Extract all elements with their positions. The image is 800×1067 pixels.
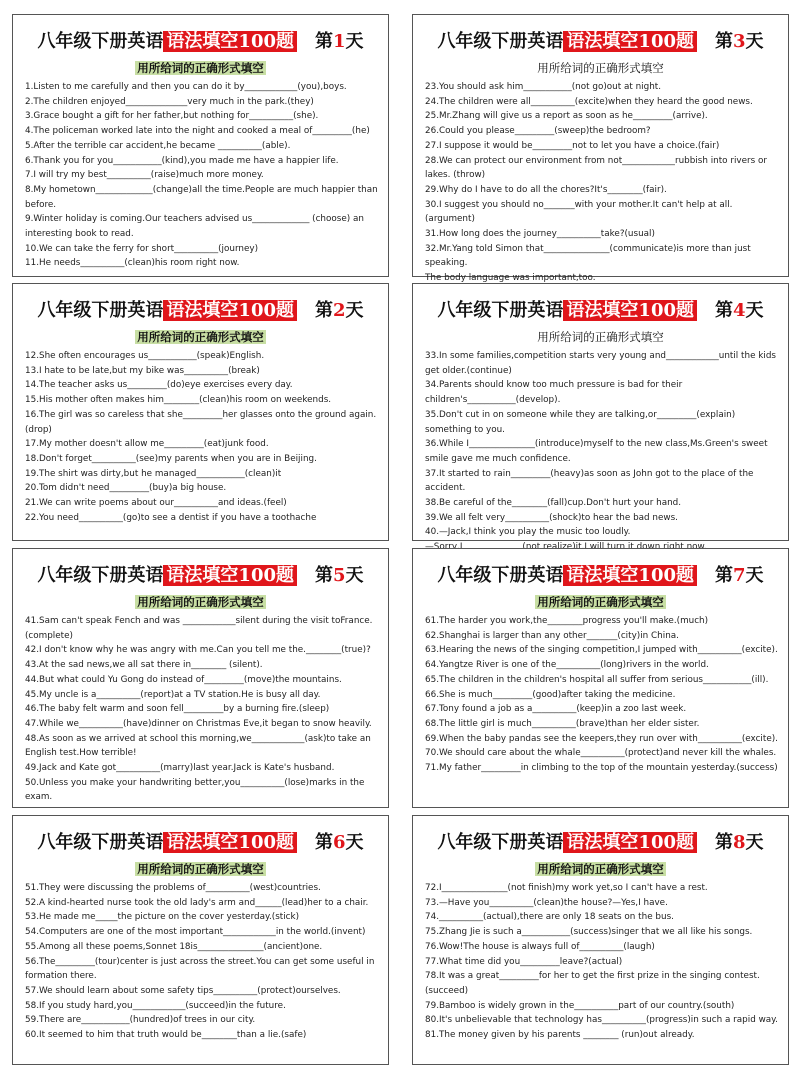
- title-prefix: 八年级下册英语: [437, 565, 564, 586]
- question-item: 24.The children were all__________(excite)when they heard the good news.: [425, 96, 753, 107]
- question-item: 12.She often encourages us___________(speak)English.: [25, 351, 265, 361]
- question-item: 56.The_________(tour)center is just across the street.You can get some useful in formation there.: [25, 956, 375, 982]
- day-suffix: 天: [745, 300, 764, 321]
- question-item: 48.As soon as we arrived at school this morning,we____________(ask)to take an English test.How terrible!: [25, 733, 371, 759]
- instructions: [413, 60, 788, 76]
- instructions-text: 用所给词的正确形式填空: [537, 595, 664, 609]
- question-item: 14.The teacher asks us_________(do)eye exercises every day.: [25, 380, 293, 391]
- question-item: 16.The girl was so careless that she_________her glasses onto the ground again.(drop): [25, 409, 377, 435]
- question-item: 21.We can write poems about our__________and ideas.(feel): [25, 498, 287, 509]
- question-item: 22.You need__________(go)to see a dentist if you have a toothache: [25, 512, 317, 523]
- question-item: 13.I hate to be late,but my bike was__________(break): [25, 365, 260, 376]
- card-title: [413, 830, 788, 856]
- worksheet-card-day-6: [12, 815, 389, 1065]
- worksheet-card-day-7: [412, 548, 789, 808]
- title-prefix: 八年级下册英语: [437, 31, 564, 52]
- question-item: 47.While we__________(have)dinner on Christmas Eve,it began to snow heavily.: [25, 718, 372, 729]
- question-item: 60.It seemed to him that truth would be________than a lie.(safe): [25, 1030, 307, 1041]
- day-number: 8: [733, 832, 746, 853]
- card-title: [413, 298, 788, 324]
- worksheet-card-day-2: [12, 283, 389, 541]
- day-prefix: 第: [315, 31, 334, 52]
- title-highlight: 语法填空100题: [563, 565, 697, 586]
- question-item: 41.Sam can't speak Fench and was ____________silent during the visit toFrance.(complete): [25, 616, 373, 641]
- question-item: 1.Listen to me carefully and then you can do it by____________(you),boys.: [25, 82, 347, 92]
- day-number: 5: [333, 565, 346, 586]
- question-item: 33.In some families,competition starts very young and____________until the kids get older.(continue): [425, 351, 776, 376]
- question-item: The body language was important,too.: [425, 273, 596, 284]
- question-item: 10.We can take the ferry for short__________(journey): [25, 243, 259, 254]
- question-item: 69.When the baby pandas see the keepers,they run over with__________(excite).: [425, 733, 778, 744]
- instructions: [413, 594, 788, 610]
- title-prefix: 八年级下册英语: [37, 565, 164, 586]
- day-suffix: 天: [745, 31, 764, 52]
- title-prefix: 八年级下册英语: [437, 832, 564, 853]
- question-item: 20.Tom didn't need_________(buy)a big house.: [25, 483, 227, 494]
- question-list: [25, 349, 378, 525]
- day-prefix: 第: [315, 300, 334, 321]
- question-item: 73.—Have you__________(clean)the house?—Yes,I have.: [425, 897, 668, 908]
- instructions-text: 用所给词的正确形式填空: [537, 862, 664, 876]
- question-item: 45.My uncle is a__________(report)at a TV station.He is busy all day.: [25, 689, 321, 700]
- question-item: 78.It was a great_________for her to get the first prize in the singing contest.(succeed): [425, 971, 760, 996]
- question-item: 3.Grace bought a gift for her father,but nothing for__________(she).: [25, 111, 319, 122]
- question-item: 28.We can protect our environment from not____________rubbish into rivers or lakes. (throw): [425, 155, 768, 181]
- question-item: 76.Wow!The house is always full of__________(laugh): [425, 941, 655, 952]
- day-suffix: 天: [345, 832, 364, 853]
- question-item: 27.I suppose it would be_________not to let you have a choice.(fair): [425, 140, 720, 151]
- question-item: 34.Parents should know too much pressure is bad for their children's___________(develop).: [425, 380, 683, 406]
- question-item: 31.How long does the journey__________take?(usual): [425, 229, 655, 240]
- question-item: 67.Tony found a job as a__________(keep)in a zoo last week.: [425, 704, 687, 715]
- question-item: 55.Among all these poems,Sonnet 18is_______________(ancient)one.: [25, 941, 323, 952]
- question-item: 43.At the sad news,we all sat there in________ (silent).: [25, 660, 263, 671]
- question-item: 30.I suggest you should no_______with your mother.It can't help at all. (argument): [425, 199, 733, 225]
- card-title: [13, 29, 388, 55]
- day-number: 7: [733, 565, 746, 586]
- question-item: 57.We should learn about some safety tips__________(protect)ourselves.: [25, 985, 341, 996]
- question-list: [425, 80, 778, 286]
- question-item: 25.Mr.Zhang will give us a report as soon as he_________(arrive).: [425, 111, 708, 122]
- question-item: 38.Be careful of the________(fall)cup.Don't hurt your hand.: [425, 498, 682, 509]
- question-item: 18.Don't forget__________(see)my parents when you are in Beijing.: [25, 453, 317, 464]
- question-item: 17.My mother doesn't allow me_________(eat)junk food.: [25, 439, 269, 450]
- instructions: [13, 594, 388, 610]
- question-item: 70.We should care about the whale__________(protect)and never kill the whales.: [425, 748, 777, 759]
- question-item: 75.Zhang Jie is such a___________(success)singer that we all like his songs.: [425, 927, 753, 938]
- day-suffix: 天: [345, 31, 364, 52]
- instructions-text: 用所给词的正确形式填空: [137, 330, 264, 344]
- instructions: [13, 329, 388, 345]
- question-item: 66.She is much_________(good)after taking the medicine.: [425, 689, 676, 700]
- question-item: 65.The children in the children's hospital all suffer from serious___________(ill).: [425, 674, 769, 685]
- question-item: 6.Thank you for you___________(kind),you made me have a happier life.: [25, 155, 339, 166]
- question-list: [425, 614, 778, 776]
- title-highlight: 语法填空100题: [563, 31, 697, 52]
- question-item: 63.Hearing the news of the singing competition,I jumped with__________(excite).: [425, 645, 778, 656]
- worksheet-card-day-1: [12, 14, 389, 277]
- day-prefix: 第: [315, 565, 334, 586]
- question-item: 62.Shanghai is larger than any other_______(city)in China.: [425, 630, 679, 641]
- question-item: 4.The policeman worked late into the night and cooked a meal of_________(he): [25, 126, 370, 137]
- title-highlight: 语法填空100题: [563, 832, 697, 853]
- question-item: 42.I don't know why he was angry with me.Can you tell me the.________(true)?: [25, 645, 371, 656]
- question-list: [25, 614, 378, 805]
- question-item: 32.Mr.Yang told Simon that_______________(communicate)is more than just speaking.: [425, 243, 751, 269]
- question-list: [425, 881, 778, 1043]
- title-prefix: 八年级下册英语: [437, 300, 564, 321]
- worksheet-card-day-5: [12, 548, 389, 808]
- worksheet-card-day-8: [412, 815, 789, 1065]
- question-item: 58.If you study hard,you____________(succeed)in the future.: [25, 1000, 286, 1011]
- instructions: [413, 861, 788, 877]
- title-prefix: 八年级下册英语: [37, 31, 164, 52]
- day-prefix: 第: [315, 832, 334, 853]
- question-list: [425, 349, 778, 555]
- question-item: 2.The children enjoyed______________very much in the park.(they): [25, 96, 314, 107]
- day-number: 1: [333, 31, 346, 52]
- question-item: 5.After the terrible car accident,he became __________(able).: [25, 140, 291, 151]
- worksheet-card-day-3: [412, 14, 789, 284]
- day-suffix: 天: [345, 300, 364, 321]
- day-number: 6: [333, 832, 346, 853]
- question-item: 49.Jack and Kate got__________(marry)last year.Jack is Kate's husband.: [25, 763, 335, 774]
- question-item: 15.His mother often makes him________(clean)his room on weekends.: [25, 395, 332, 406]
- question-item: 51.They were discussing the problems of__________(west)countries.: [25, 883, 321, 893]
- question-item: 44.But what could Yu Gong do instead of_________(move)the mountains.: [25, 674, 342, 685]
- instructions-text: 用所给词的正确形式填空: [537, 330, 664, 344]
- question-item: 68.The little girl is much__________(brave)than her elder sister.: [425, 718, 700, 729]
- day-suffix: 天: [745, 832, 764, 853]
- day-prefix: 第: [715, 565, 734, 586]
- card-title: [413, 29, 788, 55]
- day-number: 2: [333, 300, 346, 321]
- day-number: 4: [733, 300, 746, 321]
- question-item: 7.I will try my best__________(raise)much more money.: [25, 170, 264, 181]
- title-highlight: 语法填空100题: [163, 300, 297, 321]
- question-item: 39.We all felt very__________(shock)to hear the bad news.: [425, 512, 678, 523]
- instructions-text: 用所给词的正确形式填空: [137, 862, 264, 876]
- question-list: [25, 881, 378, 1043]
- instructions: [413, 329, 788, 345]
- question-item: 61.The harder you work,the________progress you'll make.(much): [425, 616, 709, 626]
- worksheet-card-day-4: [412, 283, 789, 541]
- card-title: [413, 563, 788, 589]
- day-suffix: 天: [745, 565, 764, 586]
- question-item: 71.My father_________in climbing to the top of the mountain yesterday.(success): [425, 763, 778, 774]
- question-item: 36.While I_______________(introduce)myself to the new class,Ms.Green's sweet smile gave me much confidence.: [425, 439, 768, 464]
- question-item: 26.Could you please_________(sweep)the bedroom?: [425, 126, 651, 137]
- question-item: 11.He needs__________(clean)his room right now.: [25, 258, 240, 269]
- question-item: 81.The money given by his parents ________ (run)out already.: [425, 1030, 695, 1041]
- question-list: [25, 80, 378, 271]
- question-item: 52.A kind-hearted nurse took the old lady's arm and______(lead)her to a chair.: [25, 897, 369, 908]
- card-title: [13, 830, 388, 856]
- question-item: 9.Winter holiday is coming.Our teachers advised us_____________ (choose) an interesting book to read.: [25, 214, 364, 240]
- question-item: 59.There are___________(hundred)of trees in our city.: [25, 1015, 256, 1026]
- question-item: 74.__________(actual),there are only 18 seats on the bus.: [425, 912, 674, 923]
- question-item: 8.My hometown_____________(change)all the time.People are much happier than before.: [25, 184, 378, 210]
- question-item: 72.I_______________(not finish)my work yet,so I can't have a rest.: [425, 883, 708, 893]
- day-prefix: 第: [715, 300, 734, 321]
- card-title: [13, 563, 388, 589]
- question-item: 54.Computers are one of the most important____________in the world.(invent): [25, 927, 366, 938]
- question-item: 64.Yangtze River is one of the__________(long)rivers in the world.: [425, 660, 709, 671]
- card-title: [13, 298, 388, 324]
- question-item: 53.He made me_____the picture on the cover yesterday.(stick): [25, 912, 300, 923]
- title-highlight: 语法填空100题: [163, 565, 297, 586]
- question-item: 29.Why do I have to do all the chores?It's________(fair).: [425, 184, 667, 195]
- day-prefix: 第: [715, 832, 734, 853]
- question-item: 23.You should ask him___________(not go)out at night.: [425, 82, 662, 92]
- title-highlight: 语法填空100题: [163, 31, 297, 52]
- instructions: [13, 60, 388, 76]
- question-item: 77.What time did you_________leave?(actual): [425, 956, 623, 967]
- question-item: 80.It's unbelievable that technology has__________(progress)in such a rapid way.: [425, 1015, 778, 1026]
- question-item: 79.Bamboo is widely grown in the__________part of our country.(south): [425, 1000, 735, 1011]
- instructions-text: 用所给词的正确形式填空: [137, 61, 264, 75]
- day-suffix: 天: [345, 565, 364, 586]
- instructions: [13, 861, 388, 877]
- question-item: 50.Unless you make your handwriting better,you__________(lose)marks in the exam.: [25, 777, 365, 803]
- instructions-text: 用所给词的正确形式填空: [137, 595, 264, 609]
- day-prefix: 第: [715, 31, 734, 52]
- question-item: 35.Don't cut in on someone while they are talking,or_________(explain) something to you.: [425, 409, 736, 435]
- title-prefix: 八年级下册英语: [37, 832, 164, 853]
- title-highlight: 语法填空100题: [563, 300, 697, 321]
- question-item: 19.The shirt was dirty,but he managed___________(clean)it: [25, 468, 282, 479]
- question-item: 46.The baby felt warm and soon fell_________by a burning fire.(sleep): [25, 704, 330, 715]
- title-highlight: 语法填空100题: [163, 832, 297, 853]
- instructions-text: 用所给词的正确形式填空: [537, 61, 664, 75]
- question-item: 40.—Jack,I think you play the music too loudly.: [425, 527, 631, 538]
- day-number: 3: [733, 31, 746, 52]
- question-item: 37.It started to rain_________(heavy)as soon as John got to the place of the accident.: [425, 468, 754, 494]
- title-prefix: 八年级下册英语: [37, 300, 164, 321]
